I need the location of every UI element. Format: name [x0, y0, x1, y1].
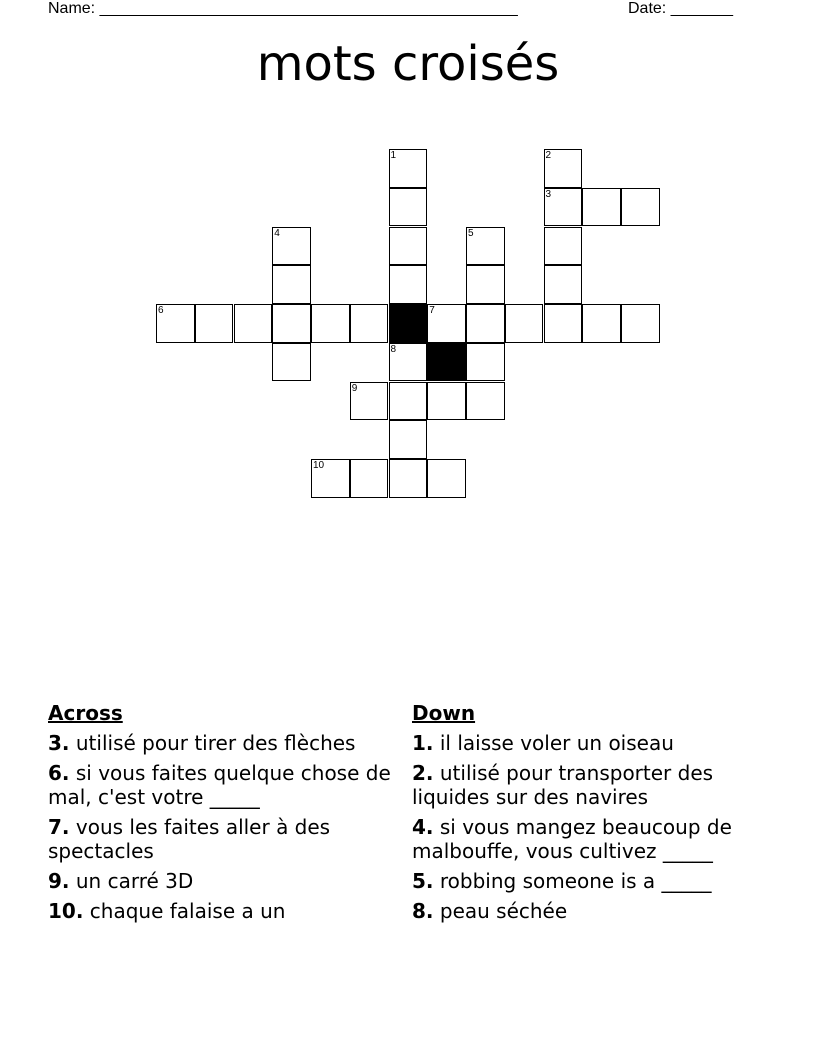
clue-across-3: [48, 731, 393, 755]
clue-across-9: [48, 869, 393, 893]
grid-cell[interactable]: [389, 459, 428, 498]
black-square: [389, 304, 428, 343]
grid-cell[interactable]: [544, 265, 583, 304]
cell-number: 1: [390, 150, 397, 161]
grid-cell[interactable]: [272, 343, 311, 382]
crossword-grid: [0, 0, 816, 520]
clue-down-1: [412, 731, 757, 755]
grid-cell[interactable]: [389, 343, 428, 382]
date-field-label[interactable]: Date: _______: [628, 0, 733, 17]
down-heading: Down: [412, 701, 476, 725]
grid-cell[interactable]: [466, 382, 505, 421]
cell-number: 4: [274, 227, 280, 239]
clue-number: 4.: [412, 815, 434, 839]
clue-text: peau séchée: [439, 899, 568, 923]
name-field-label[interactable]: Name: _______________________________________________: [48, 0, 518, 17]
grid-cell[interactable]: [389, 188, 428, 227]
grid-cell[interactable]: [544, 227, 583, 266]
clue-across-7: [48, 815, 393, 863]
cell-number: 6: [158, 305, 164, 316]
clue-across-10: [48, 899, 393, 923]
clue-number: 1.: [412, 731, 434, 755]
cell-number: 7: [429, 305, 435, 316]
grid-cell[interactable]: [582, 304, 621, 343]
grid-cell[interactable]: [311, 304, 350, 343]
grid-cell[interactable]: [350, 382, 389, 421]
cell-number: 2: [545, 150, 552, 161]
grid-cell[interactable]: [466, 227, 505, 266]
grid-cell[interactable]: [389, 420, 428, 459]
clue-text: utilisé pour transporter des liquides sur des navires: [412, 761, 714, 809]
clue-text: il laisse voler un oiseau: [439, 731, 674, 755]
clue-text: si vous mangez beaucoup de malbouffe, vous cultivez _____: [412, 815, 732, 863]
clue-number: 10.: [48, 899, 84, 923]
clue-down-8: [412, 899, 757, 923]
grid-cell[interactable]: [505, 304, 544, 343]
grid-cell[interactable]: [621, 188, 660, 227]
clue-down-4: [412, 815, 757, 863]
clue-text: si vous faites quelque chose de mal, c'est votre _____: [48, 761, 391, 809]
grid-cell[interactable]: [389, 382, 428, 421]
cell-number: 8: [390, 343, 397, 355]
clue-text: chaque falaise a un: [89, 899, 286, 923]
grid-cell[interactable]: [427, 459, 466, 498]
grid-cell[interactable]: [234, 304, 273, 343]
clue-down-2: [412, 761, 757, 809]
grid-cell[interactable]: [389, 227, 428, 266]
clue-number: 3.: [48, 731, 70, 755]
grid-cell[interactable]: [272, 265, 311, 304]
across-heading: Across: [48, 701, 123, 725]
clue-text: robbing someone is a _____: [439, 869, 712, 893]
grid-cell[interactable]: [466, 304, 505, 343]
cell-number: 9: [351, 382, 358, 394]
clue-number: 2.: [412, 761, 434, 785]
page-title: mots croisés: [256, 36, 560, 92]
grid-cell[interactable]: [389, 265, 428, 304]
grid-cell[interactable]: [582, 188, 621, 227]
grid-cell[interactable]: [544, 304, 583, 343]
cell-number: 5: [468, 227, 474, 239]
grid-cell[interactable]: [272, 304, 311, 343]
clue-text: vous les faites aller à des spectacles: [48, 815, 331, 863]
grid-cell[interactable]: [427, 382, 466, 421]
grid-cell[interactable]: [311, 459, 350, 498]
grid-cell[interactable]: [466, 265, 505, 304]
grid-cell[interactable]: [544, 149, 583, 188]
grid-cell[interactable]: [195, 304, 234, 343]
clue-number: 5.: [412, 869, 434, 893]
down-clues: [412, 701, 757, 929]
cell-number: 3: [545, 188, 552, 200]
grid-cell[interactable]: [272, 227, 311, 266]
clue-text: un carré 3D: [75, 869, 194, 893]
clue-number: 7.: [48, 815, 70, 839]
across-clues: [48, 701, 393, 929]
clue-number: 6.: [48, 761, 70, 785]
black-square: [427, 343, 466, 382]
grid-cell[interactable]: [621, 304, 660, 343]
clue-text: utilisé pour tirer des flèches: [75, 731, 356, 755]
clue-number: 9.: [48, 869, 70, 893]
grid-cell[interactable]: [544, 188, 583, 227]
clue-across-6: [48, 761, 393, 809]
clue-down-5: [412, 869, 757, 893]
cell-number: 10: [313, 460, 325, 471]
grid-cell[interactable]: [427, 304, 466, 343]
grid-cell[interactable]: [156, 304, 195, 343]
clue-number: 8.: [412, 899, 434, 923]
grid-cell[interactable]: [350, 459, 389, 498]
grid-cell[interactable]: [350, 304, 389, 343]
grid-cell[interactable]: [466, 343, 505, 382]
grid-cell[interactable]: [389, 149, 428, 188]
